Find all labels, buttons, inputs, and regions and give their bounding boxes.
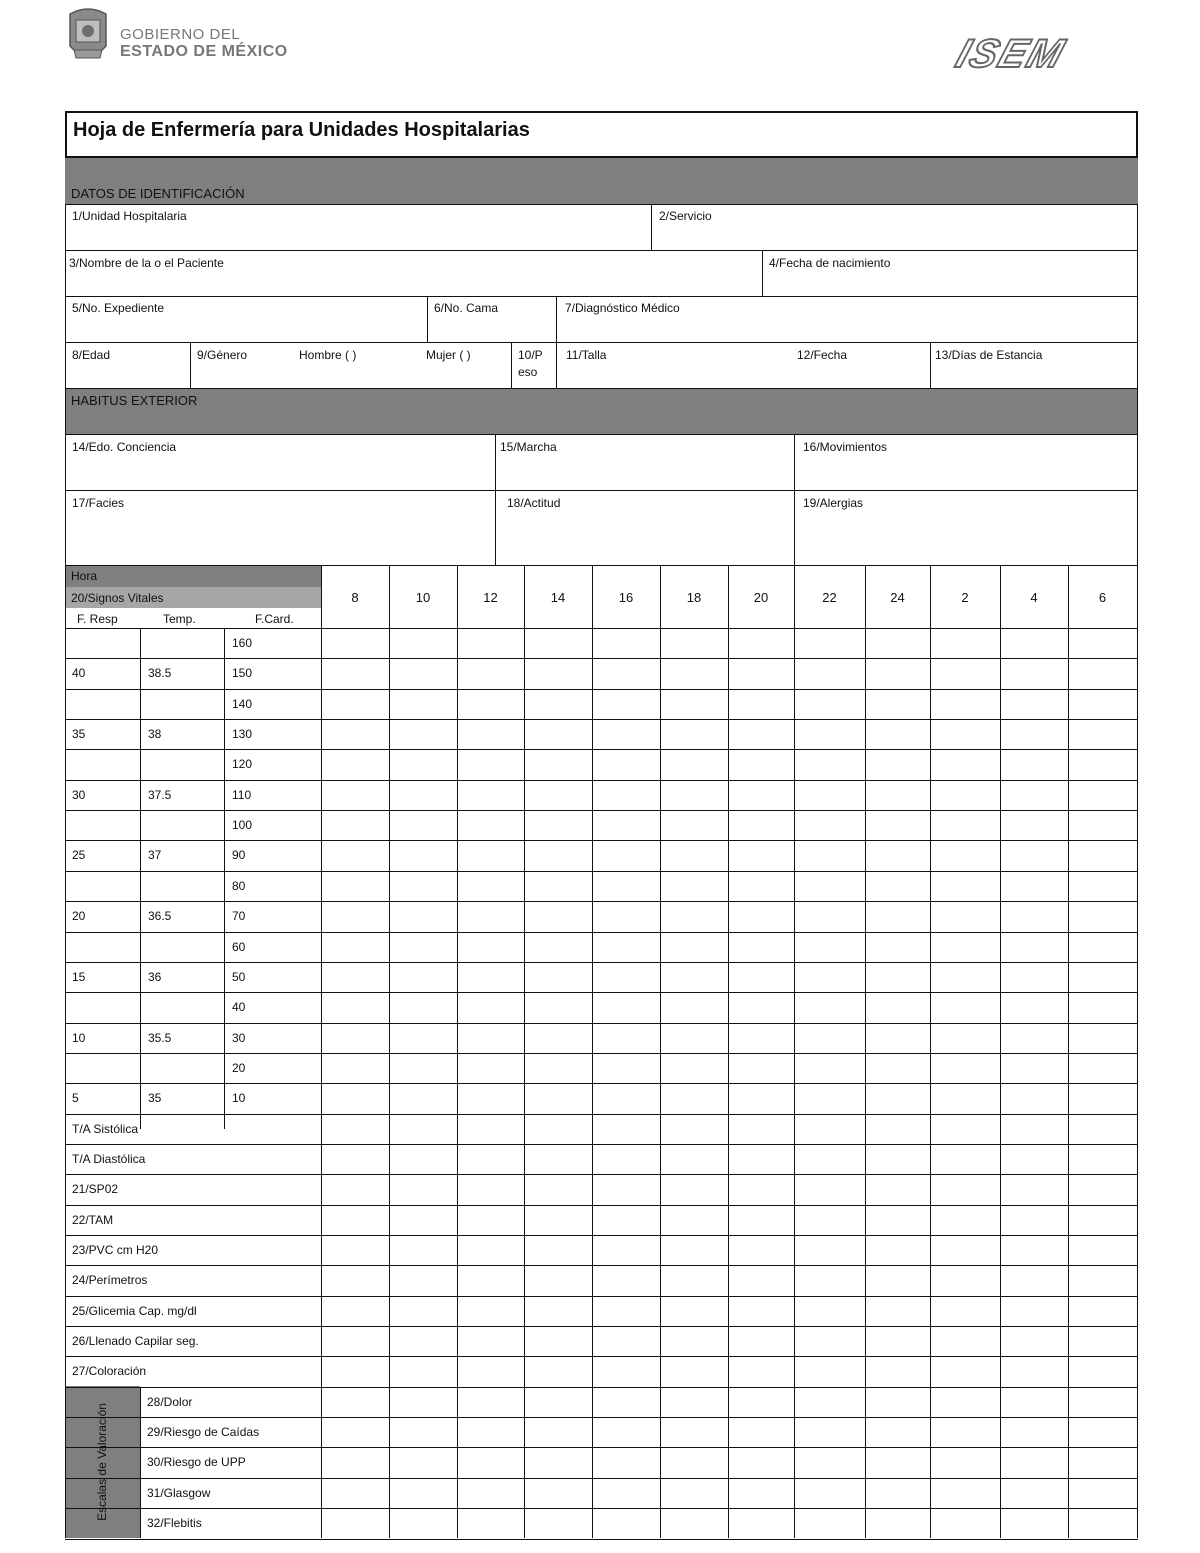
temp-scale-value: 38.5 <box>148 666 172 680</box>
escala-row-label: 29/Riesgo de Caídas <box>147 1425 260 1439</box>
field-nombre-paciente: 3/Nombre de la o el Paciente <box>69 256 224 270</box>
fresp-scale-value: 25 <box>72 848 86 862</box>
fcard-scale-value: 150 <box>232 666 253 680</box>
field-genero: 9/Género <box>197 348 248 362</box>
fcard-scale-value: 100 <box>232 818 253 832</box>
hour-column-header: 4 <box>1030 590 1038 605</box>
vital-row-label: 21/SP02 <box>72 1182 119 1196</box>
isem-logo-text: ISEM <box>950 32 1071 76</box>
gov-line-2: ESTADO DE MÉXICO <box>120 43 288 60</box>
fresp-scale-value: 15 <box>72 970 86 984</box>
fresp-scale-value: 20 <box>72 909 86 923</box>
field-actitud: 18/Actitud <box>507 496 561 510</box>
hour-column-header: 12 <box>483 590 498 605</box>
fresp-scale-value: 40 <box>72 666 86 680</box>
fcard-scale-value: 40 <box>232 1000 246 1014</box>
temp-scale-value: 36.5 <box>148 909 172 923</box>
hour-column-header: 8 <box>351 590 359 605</box>
fcard-scale-value: 60 <box>232 940 246 954</box>
hour-column-header: 20 <box>753 590 769 605</box>
habitus-section-label: HABITUS EXTERIOR <box>71 393 198 408</box>
vital-row-label: 23/PVC cm H20 <box>72 1243 159 1257</box>
escala-row-label: 32/Flebitis <box>147 1516 202 1530</box>
fcard-scale-value: 50 <box>232 970 246 984</box>
temp-scale-value: 37.5 <box>148 788 172 802</box>
vital-row-label: 25/Glicemia Cap. mg/dl <box>72 1304 197 1318</box>
option-hombre: Hombre ( ) <box>299 348 357 362</box>
fcard-scale-value: 90 <box>232 848 246 862</box>
vital-row-label: T/A Diastólica <box>72 1152 146 1166</box>
identificacion-section-label: DATOS DE IDENTIFICACIÓN <box>71 186 245 201</box>
hour-column-header: 6 <box>1098 590 1107 605</box>
temp-scale-value: 35.5 <box>148 1031 172 1045</box>
field-fecha-nacimiento: 4/Fecha de nacimiento <box>769 256 891 270</box>
fcard-scale-value: 80 <box>232 879 246 893</box>
vital-row-label: 27/Coloración <box>72 1364 147 1378</box>
col-header-fresp: F. Resp <box>77 612 118 626</box>
field-diagnostico: 7/Diagnóstico Médico <box>565 301 680 315</box>
escala-row-label: 30/Riesgo de UPP <box>147 1455 246 1469</box>
field-movimientos: 16/Movimientos <box>803 440 888 454</box>
fcard-scale-value: 10 <box>232 1091 246 1105</box>
hora-label: Hora <box>71 569 98 583</box>
field-alergias: 19/Alergias <box>803 496 864 510</box>
field-peso-line1: 10/P <box>518 348 543 362</box>
escalas-label: Escalas de Valoración <box>95 1403 109 1521</box>
fcard-scale-value: 110 <box>232 788 252 802</box>
field-talla: 11/Talla <box>566 348 607 362</box>
fcard-scale-value: 140 <box>232 697 253 711</box>
vital-row-label: 26/Llenado Capilar seg. <box>72 1334 199 1348</box>
fresp-scale-value: 5 <box>72 1091 79 1105</box>
temp-scale-value: 35 <box>148 1091 162 1105</box>
field-facies: 17/Facies <box>72 496 125 510</box>
fcard-scale-value: 130 <box>232 727 253 741</box>
hour-column-header: 16 <box>618 590 634 605</box>
fresp-scale-value: 35 <box>72 727 86 741</box>
fcard-scale-value: 20 <box>232 1061 246 1075</box>
signos-vitales-label: 20/Signos Vitales <box>71 591 164 605</box>
hour-column-header: 22 <box>822 590 837 605</box>
escala-row-label: 28/Dolor <box>147 1395 193 1409</box>
field-servicio: 2/Servicio <box>659 209 712 223</box>
vital-row-label: 22/TAM <box>72 1213 114 1227</box>
field-marcha: 15/Marcha <box>500 440 557 454</box>
col-header-fcard: F.Card. <box>255 612 294 626</box>
field-unidad-hospitalaria: 1/Unidad Hospitalaria <box>72 209 187 223</box>
hour-column-header: 14 <box>550 590 566 605</box>
escala-row-label: 31/Glasgow <box>147 1486 211 1500</box>
hour-column-header: 24 <box>890 590 905 605</box>
temp-scale-value: 37 <box>148 848 162 862</box>
fcard-scale-value: 120 <box>232 757 253 771</box>
hour-column-header: 18 <box>686 590 702 605</box>
option-mujer: Mujer ( ) <box>426 348 471 362</box>
fcard-scale-value: 160 <box>232 636 253 650</box>
col-header-temp: Temp. <box>163 612 196 626</box>
gov-line-1: GOBIERNO DEL <box>120 26 241 43</box>
field-edad: 8/Edad <box>72 348 111 362</box>
field-edo-conciencia: 14/Edo. Conciencia <box>72 440 177 454</box>
field-expediente: 5/No. Expediente <box>72 301 165 315</box>
hour-column-header: 10 <box>415 590 431 605</box>
form-title: Hoja de Enfermería para Unidades Hospitalarias <box>73 119 530 141</box>
field-peso-line2: eso <box>518 365 538 379</box>
field-cama: 6/No. Cama <box>434 301 499 315</box>
vital-row-label: 24/Perímetros <box>72 1273 148 1287</box>
fresp-scale-value: 10 <box>72 1031 86 1045</box>
temp-scale-value: 38 <box>148 727 162 741</box>
temp-scale-value: 36 <box>148 970 162 984</box>
fcard-scale-value: 70 <box>232 909 246 923</box>
fresp-scale-value: 30 <box>72 788 86 802</box>
field-dias-estancia: 13/Días de Estancia <box>935 348 1043 362</box>
fcard-scale-value: 30 <box>232 1031 246 1045</box>
field-fecha: 12/Fecha <box>797 348 848 362</box>
hour-column-header: 2 <box>961 590 969 605</box>
vital-row-label: T/A Sistólica <box>72 1122 139 1136</box>
